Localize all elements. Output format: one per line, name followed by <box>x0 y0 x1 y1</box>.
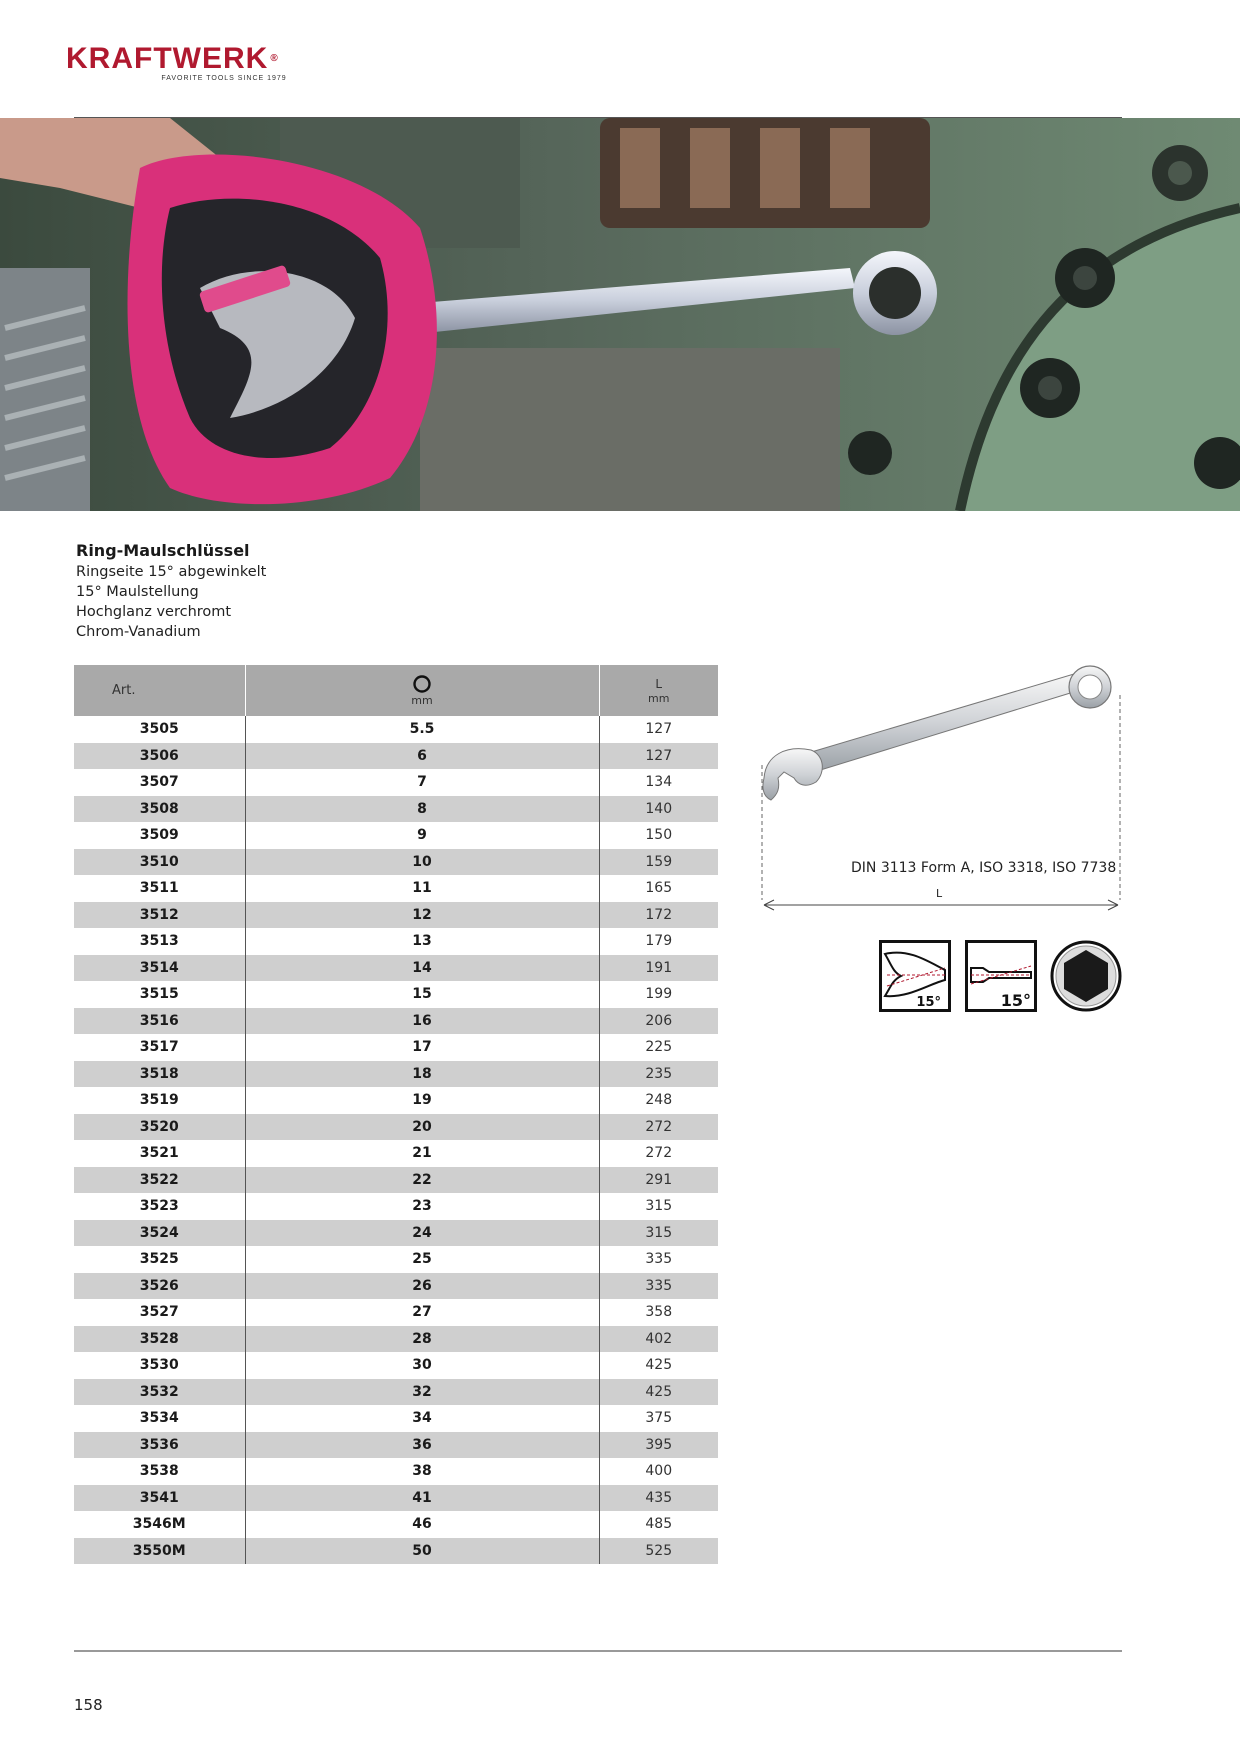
logo-registered-mark: ® <box>270 53 279 64</box>
product-feature-1: Ringseite 15° abgewinkelt <box>76 564 267 580</box>
page-number: 158 <box>74 1696 103 1714</box>
cell-length-mm: 375 <box>599 1405 718 1432</box>
cell-length-mm: 206 <box>599 1008 718 1035</box>
table-row <box>74 1379 718 1406</box>
cell-article-number: 3524 <box>74 1220 245 1247</box>
cell-length-mm: 159 <box>599 849 718 876</box>
cell-size-mm: 14 <box>245 955 599 982</box>
cell-size-mm: 17 <box>245 1034 599 1061</box>
cell-article-number: 3541 <box>74 1485 245 1512</box>
table-row <box>74 1008 718 1035</box>
cell-size-mm: 11 <box>245 875 599 902</box>
table-row <box>74 1299 718 1326</box>
cell-article-number: 3530 <box>139 1357 179 1374</box>
cell-size-mm: 10 <box>245 849 599 876</box>
cell-article-number: 3512 <box>74 902 245 929</box>
table-row <box>74 1167 718 1194</box>
cell-length-mm: 315 <box>599 1193 718 1220</box>
cell-article-number: 3516 <box>74 1008 245 1035</box>
cell-length-mm: 315 <box>599 1220 718 1247</box>
twelve-point-ring-icon <box>1050 940 1122 1016</box>
table-row <box>74 1061 718 1088</box>
product-description <box>76 540 266 642</box>
open-end-angle-icon <box>879 940 951 1016</box>
cell-size-mm: 15 <box>245 981 599 1008</box>
cell-size-mm: 25 <box>245 1246 599 1273</box>
logo-wordmark: KRAFTWERK <box>66 42 269 75</box>
table-row <box>74 716 718 743</box>
cell-article-number: 3513 <box>139 933 179 950</box>
spec-table-body <box>74 716 718 1564</box>
cell-size-mm: 28 <box>245 1326 599 1353</box>
column-header-length <box>599 665 718 716</box>
table-row <box>74 1087 718 1114</box>
product-title: Ring-Maulschlüssel <box>76 541 250 560</box>
cell-article-number: 3538 <box>139 1463 179 1480</box>
cell-size-mm: 20 <box>245 1114 599 1141</box>
logo-tagline: FAVORITE TOOLS SINCE 1979 <box>161 75 287 82</box>
column-header-size-unit: mm <box>411 694 433 707</box>
cell-article-number: 3536 <box>74 1432 245 1459</box>
cell-article-number: 3520 <box>74 1114 245 1141</box>
cell-length-mm: 485 <box>599 1511 718 1538</box>
cell-article-number: 3505 <box>139 721 179 738</box>
hero-photo <box>0 118 1240 511</box>
open-end-angle-label: 15° <box>916 995 941 1010</box>
cell-article-number: 3510 <box>74 849 245 876</box>
table-row <box>74 928 718 955</box>
table-row <box>74 1114 718 1141</box>
cell-article-number: 3527 <box>139 1304 179 1321</box>
cell-article-number: 3515 <box>139 986 179 1003</box>
cell-size-mm: 27 <box>245 1299 599 1326</box>
product-feature-2: 15° Maulstellung <box>76 584 199 600</box>
cell-size-mm: 41 <box>245 1485 599 1512</box>
table-row <box>74 875 718 902</box>
cell-length-mm: 191 <box>599 955 718 982</box>
table-row <box>74 1485 718 1512</box>
cell-article-number: 3528 <box>74 1326 245 1353</box>
product-feature-4: Chrom-Vanadium <box>76 624 201 640</box>
spec-table <box>74 665 718 1564</box>
cell-size-mm: 30 <box>245 1352 599 1379</box>
table-row <box>74 1538 718 1565</box>
cell-article-number: 3550M <box>74 1538 245 1565</box>
cell-size-mm: 23 <box>245 1193 599 1220</box>
column-header-length-symbol: L <box>655 677 663 691</box>
cell-size-mm: 50 <box>245 1538 599 1565</box>
cell-article-number: 3509 <box>139 827 179 844</box>
cell-size-mm: 12 <box>245 902 599 929</box>
column-header-length-unit: mm <box>648 692 670 705</box>
table-row <box>74 1140 718 1167</box>
cell-size-mm: 46 <box>245 1511 599 1538</box>
cell-length-mm: 335 <box>599 1246 718 1273</box>
cell-size-mm: 22 <box>245 1167 599 1194</box>
cell-size-mm: 18 <box>245 1061 599 1088</box>
cell-length-mm: 199 <box>599 981 718 1008</box>
ring-offset-angle-icon <box>965 940 1037 1016</box>
cell-length-mm: 150 <box>599 822 718 849</box>
cell-article-number: 3522 <box>74 1167 245 1194</box>
table-row <box>74 1352 718 1379</box>
cell-size-mm: 16 <box>245 1008 599 1035</box>
cell-article-number: 3511 <box>139 880 179 897</box>
cell-article-number: 3508 <box>74 796 245 823</box>
table-row <box>74 1511 718 1538</box>
cell-length-mm: 272 <box>599 1140 718 1167</box>
cell-length-mm: 127 <box>599 716 718 743</box>
cell-length-mm: 272 <box>599 1114 718 1141</box>
cell-size-mm: 24 <box>245 1220 599 1247</box>
cell-article-number: 3521 <box>139 1145 179 1162</box>
table-row <box>74 796 718 823</box>
product-feature-3: Hochglanz verchromt <box>76 604 232 620</box>
length-dimension-label: L <box>936 887 943 900</box>
cell-article-number: 3519 <box>139 1092 179 1109</box>
table-row <box>74 1458 718 1485</box>
brand-logo <box>66 42 287 82</box>
column-header-size <box>245 665 599 716</box>
table-row <box>74 822 718 849</box>
table-row <box>74 1193 718 1220</box>
table-row <box>74 902 718 929</box>
cell-length-mm: 134 <box>599 769 718 796</box>
cell-length-mm: 140 <box>599 796 718 823</box>
cell-article-number: 3517 <box>139 1039 179 1056</box>
cell-length-mm: 425 <box>599 1352 718 1379</box>
cell-length-mm: 400 <box>599 1458 718 1485</box>
table-row <box>74 1432 718 1459</box>
cell-length-mm: 335 <box>599 1273 718 1300</box>
cell-length-mm: 225 <box>599 1034 718 1061</box>
cell-length-mm: 248 <box>599 1087 718 1114</box>
cell-length-mm: 165 <box>599 875 718 902</box>
cell-size-mm: 38 <box>245 1458 599 1485</box>
table-row <box>74 1273 718 1300</box>
table-row <box>74 1326 718 1353</box>
cell-length-mm: 127 <box>599 743 718 770</box>
cell-article-number: 3532 <box>74 1379 245 1406</box>
cell-size-mm: 6 <box>245 743 599 770</box>
cell-size-mm: 8 <box>245 796 599 823</box>
cell-size-mm: 7 <box>245 769 599 796</box>
wrench-drawing <box>756 660 1136 920</box>
cell-article-number: 3506 <box>74 743 245 770</box>
ring-offset-angle-label: 15° <box>1000 991 1031 1010</box>
cell-size-mm: 36 <box>245 1432 599 1459</box>
cell-article-number: 3526 <box>74 1273 245 1300</box>
cell-size-mm: 9 <box>245 822 599 849</box>
cell-article-number: 3507 <box>139 774 179 791</box>
table-row <box>74 1246 718 1273</box>
cell-article-number: 3525 <box>139 1251 179 1268</box>
footer-divider <box>74 1650 1122 1652</box>
standards-label: DIN 3113 Form A, ISO 3318, ISO 7738 <box>851 860 1117 876</box>
table-row <box>74 1034 718 1061</box>
table-row <box>74 1405 718 1432</box>
cell-length-mm: 179 <box>599 928 718 955</box>
table-row <box>74 955 718 982</box>
cell-length-mm: 395 <box>599 1432 718 1459</box>
cell-size-mm: 26 <box>245 1273 599 1300</box>
table-row <box>74 981 718 1008</box>
cell-length-mm: 525 <box>599 1538 718 1565</box>
cell-article-number: 3534 <box>139 1410 179 1427</box>
cell-length-mm: 435 <box>599 1485 718 1512</box>
cell-size-mm: 32 <box>245 1379 599 1406</box>
table-row <box>74 769 718 796</box>
table-row <box>74 743 718 770</box>
cell-length-mm: 291 <box>599 1167 718 1194</box>
cell-length-mm: 235 <box>599 1061 718 1088</box>
table-row <box>74 849 718 876</box>
cell-size-mm: 19 <box>245 1087 599 1114</box>
cell-length-mm: 358 <box>599 1299 718 1326</box>
cell-size-mm: 34 <box>245 1405 599 1432</box>
cell-length-mm: 425 <box>599 1379 718 1406</box>
ring-size-icon <box>412 674 432 694</box>
table-row <box>74 1220 718 1247</box>
cell-size-mm: 21 <box>245 1140 599 1167</box>
column-header-art: Art. <box>74 665 245 716</box>
cell-article-number: 3518 <box>74 1061 245 1088</box>
table-header-row <box>74 665 718 716</box>
cell-size-mm: 13 <box>245 928 599 955</box>
cell-size-mm: 5.5 <box>245 716 599 743</box>
cell-length-mm: 172 <box>599 902 718 929</box>
cell-article-number: 3523 <box>139 1198 179 1215</box>
cell-article-number: 3514 <box>74 955 245 982</box>
cell-article-number: 3546M <box>132 1516 186 1533</box>
cell-length-mm: 402 <box>599 1326 718 1353</box>
